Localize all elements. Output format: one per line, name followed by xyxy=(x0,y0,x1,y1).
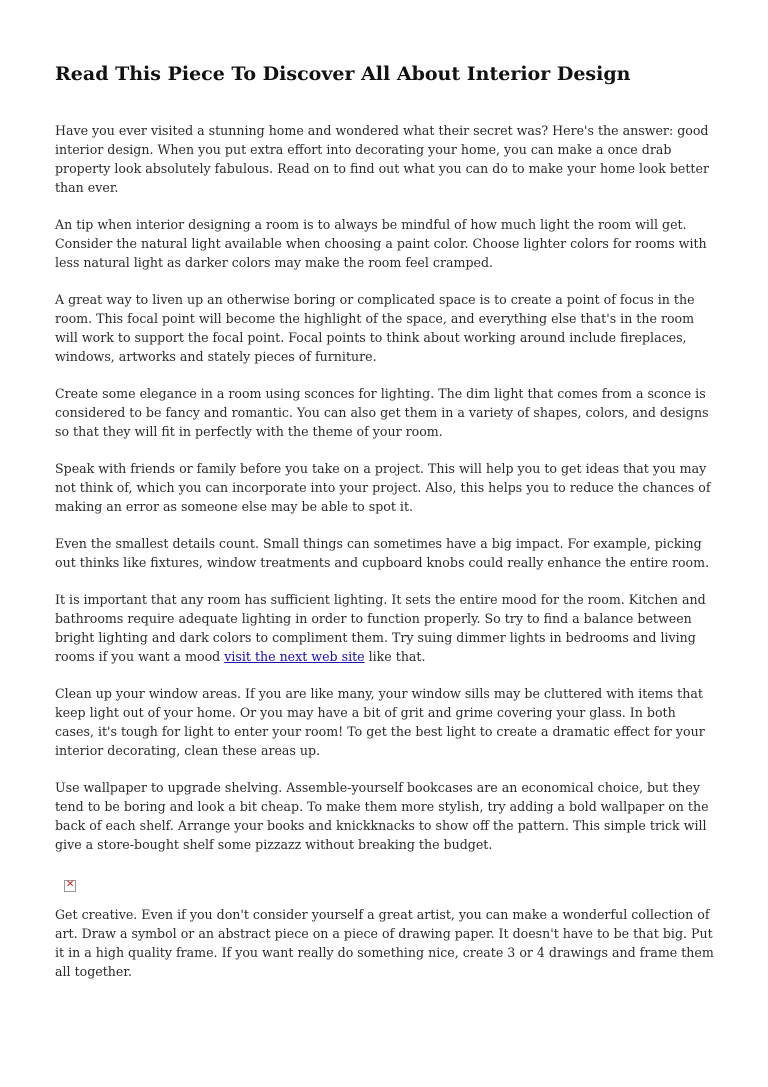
paragraph-intro: Have you ever visited a stunning home and wondered what their secret was? Here's the answer: good interior design. When you put extra effort into decorating your home, you can make a once drab property look absolutely fabulous. Read on to find out what you can do to make your home look better than ever. xyxy=(55,123,709,195)
paragraph-wallpaper: Use wallpaper to upgrade shelving. Assemble-yourself bookcases are an economical choice, but they tend to be boring and look a bit cheap. To make them more stylish, try adding a bold wallpaper on the back of each shelf. Arrange your books and knickknacks to show off the pattern. This simple trick will give a store-bought shelf some pizzazz without breaking the budget. xyxy=(55,780,709,852)
document-page xyxy=(55,0,715,981)
paragraph-get-creative: Get creative. Even if you don't consider yourself a great artist, you can make a wonderful collection of art. Draw a symbol or an abstract piece on a piece of drawing paper. It doesn't have to be that big. Put it in a high quality frame. If you want really do something nice, create 3 or 4 drawings and frame them all together. xyxy=(55,907,714,979)
broken-image-x-icon: ✕ xyxy=(66,879,75,890)
paragraph-sconces: Create some elegance in a room using sconces for lighting. The dim light that comes from a sconce is considered to be fancy and romantic. You can also get them in a variety of shapes, colors, and designs so that they will fit in perfectly with the theme of your room. xyxy=(55,386,709,439)
lighting-text-after-link: like that. xyxy=(364,649,426,664)
broken-image-icon xyxy=(64,880,76,892)
page-title: Read This Piece To Discover All About Interior Design xyxy=(55,63,631,85)
visit-next-web-site-link[interactable]: visit the next web site xyxy=(224,649,365,664)
paragraph-lighting xyxy=(55,590,715,666)
paragraph-window-areas: Clean up your window areas. If you are like many, your window sills may be cluttered with items that keep light out of your home. Or you may have a bit of grit and grime covering your glass. In both cases, it's tough for light to enter your room! To get the best light to create a dramatic effect for your interior decorating, clean these areas up. xyxy=(55,686,705,758)
paragraph-friends-family: Speak with friends or family before you take on a project. This will help you to get ideas that you may not think of, which you can incorporate into your project. Also, this helps you to reduce the chances of making an error as someone else may be able to spot it. xyxy=(55,461,711,514)
paragraph-light-tip: An tip when interior designing a room is to always be mindful of how much light the room will get. Consider the natural light available when choosing a paint color. Choose lighter colors for rooms with less natural light as darker colors may make the room feel cramped. xyxy=(55,217,707,270)
paragraph-small-details: Even the smallest details count. Small things can sometimes have a big impact. For example, picking out thinks like fixtures, window treatments and cupboard knobs could really enhance the entire room. xyxy=(55,536,710,570)
paragraph-focal-point: A great way to liven up an otherwise boring or complicated space is to create a point of focus in the room. This focal point will become the highlight of the space, and everything else that's in the room will work to support the focal point. Focal points to think about working around include fireplaces, windows, artworks and stately pieces of furniture. xyxy=(55,292,695,364)
lighting-text-before-link: It is important that any room has sufficient lighting. It sets the entire mood for the room. Kitchen and bathrooms require adequate lighting in order to function properly. So try to find a balance between bright lighting and dark colors to compliment them. Try suing dimmer lights in bedrooms and living rooms if you want a mood xyxy=(55,592,706,664)
